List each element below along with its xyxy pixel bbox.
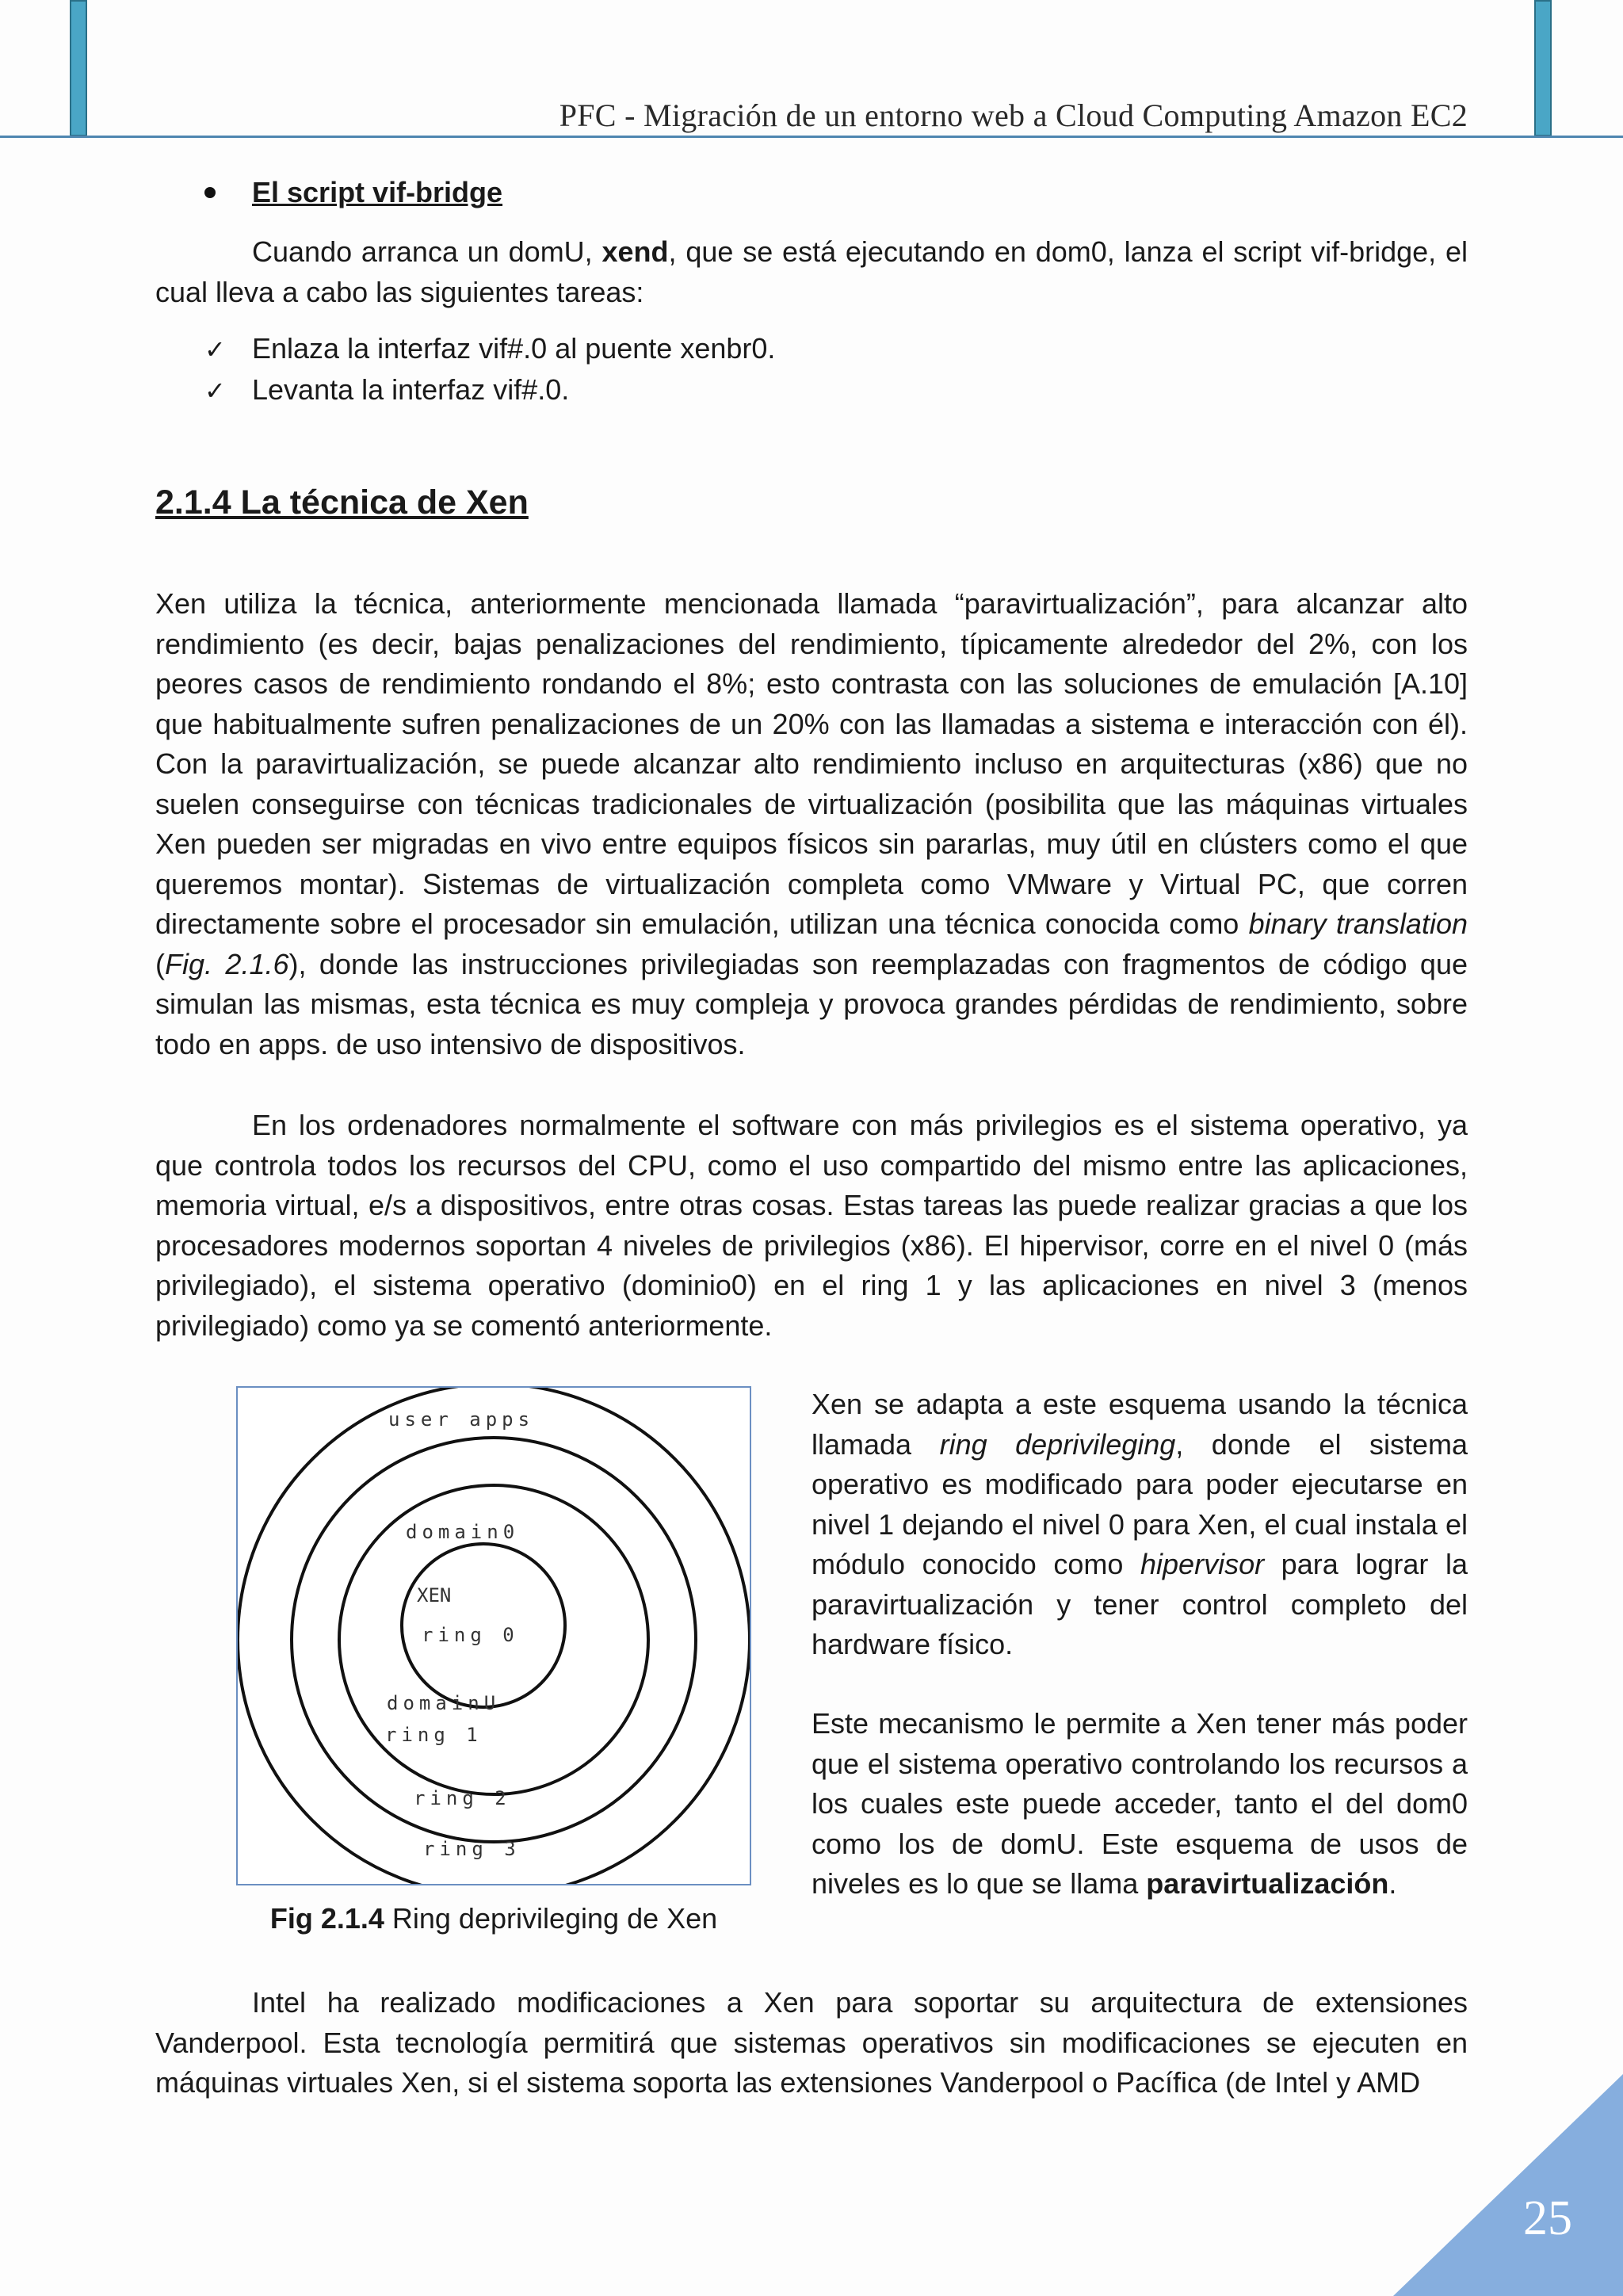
vif-bridge-paragraph (155, 232, 1468, 312)
label-ring3: ring 3 (423, 1838, 521, 1860)
para-italic-ring-deprivileging: ring deprivileging (939, 1427, 1176, 1461)
bullet-heading-text: El script vif-bridge (252, 176, 503, 208)
label-domainU: domainU (387, 1692, 501, 1714)
paragraph-xen-technique (155, 584, 1468, 1064)
label-ring2: ring 2 (414, 1787, 511, 1809)
label-ring1: ring 1 (385, 1724, 483, 1746)
header-right-bar (1534, 0, 1552, 136)
para-text: En los ordenadores normalmente el software con más privilegios es el sistema operativo, ya que controla todos los recursos del CPU, como el uso compartido del mismo entre las aplicaciones, memoria virtual, e/s a dispositivos, entre otras cosas. Estas tareas las puede realizar gracias a que los procesadores modernos soportan 4 niveles de privilegios (x86). El hipervisor, corre en el nivel 0 (más privilegiado), el sistema operativo (dominio0) en el ring 1 y las aplicaciones en nivel 3 (menos privilegiado) como ya se comentó anteriormente. (155, 1109, 1468, 1342)
side-paragraph-mechanism (812, 1704, 1468, 1904)
para-text: Xen utiliza la técnica, anteriormente mencionada llamada “paravirtualización”, para alcanzar alto rendimiento (es decir, bajas penalizaciones del rendimiento, típicamente alrededor del 2%, con los peores casos de rendimiento rondando el 8%; esto contrasta con las soluciones de emulación [A.10] que habitualmente sufren penalizaciones de un 20% con las llamadas a sistema e interacción con él). Con la paravirtualización, se puede alcanzar alto rendimiento incluso en arquitecturas (x86) que no suelen conseguirse con técnicas tradicionales de virtualización (posibilita que las máquinas virtuales Xen pueden ser migradas en vivo entre equipos físicos sin pararlas, muy útil en clústers como el que queremos montar). Sistemas de virtualización completa como VMware y Virtual PC, que corren directamente sobre el procesador sin emulación, utilizan una técnica conocida como (155, 587, 1468, 940)
page-number: 25 (1523, 2191, 1572, 2245)
para-text: ), donde las instrucciones privilegiadas son reemplazadas con fragmentos de código que simulan las mismas, esta técnica es muy compleja y provoca grandes pérdidas de rendimiento, sobre todo en apps. de uso intensivo de dispositivos. (155, 947, 1468, 1060)
para-text: Intel ha realizado modificaciones a Xen para soportar su arquitectura de extensiones Vanderpool. Esta tecnología permitirá que sistemas operativos sin modificaciones se ejecuten en máquinas virtuales Xen, si el sistema soporta las extensiones Vanderpool o Pacífica (de Intel y AMD (155, 1986, 1468, 2099)
page-header-title: PFC - Migración de un entorno web a Cloud Computing Amazon EC2 (559, 97, 1468, 133)
label-domain0: domain0 (406, 1521, 520, 1543)
para-text: Cuando arranca un domU, (252, 235, 602, 268)
figure-caption-text: Ring deprivileging de Xen (384, 1902, 718, 1935)
para-bold-paravirtualizacion: paravirtualización (1146, 1867, 1389, 1900)
check-item (204, 329, 775, 370)
check-item-label: Enlaza la interfaz vif#.0 al puente xenbr0. (252, 332, 776, 365)
para-italic-binary-translation: binary translation (1248, 907, 1468, 940)
figure-reference-link: Fig. 2.1.6 (165, 947, 289, 980)
paragraph-privileges (155, 1106, 1468, 1346)
ring-diagram-figure (236, 1386, 751, 1885)
para-text: ( (155, 947, 165, 980)
checkmark-icon: ✓ (204, 376, 226, 405)
bullet-heading (204, 176, 502, 209)
check-item-label: Levanta la interfaz vif#.0. (252, 372, 570, 406)
para-bold-xend: xend (601, 235, 669, 268)
para-text: Xen se adapta a este esquema usando la técnica llamada (812, 1388, 1468, 1461)
para-text: . (1388, 1867, 1397, 1900)
para-text: , donde el sistema operativo es modificado para poder ejecutarse en nivel 1 dejando el nivel 0 para Xen, el cual instala el módulo conocido como (812, 1427, 1468, 1580)
label-ring0: ring 0 (422, 1624, 519, 1646)
para-text: , que se está ejecutando en dom0, lanza el script vif-bridge, el cual lleva a cabo las siguientes tareas: (155, 235, 1468, 308)
side-paragraph-ring-deprivileging (812, 1385, 1468, 1665)
para-text: para lograr la paravirtualización y tener control completo del hardware físico. (812, 1548, 1468, 1660)
para-italic-hipervisor: hipervisor (1140, 1548, 1265, 1580)
header-divider (0, 136, 1623, 138)
figure-caption-number: Fig 2.1.4 (269, 1902, 384, 1935)
section-heading: 2.1.4 La técnica de Xen (155, 483, 529, 521)
label-user-apps: user apps (388, 1408, 535, 1431)
ring-diagram (238, 1388, 750, 1884)
check-list (204, 329, 775, 411)
header-left-bar (70, 0, 87, 136)
figure-caption (236, 1902, 751, 1935)
checkmark-icon: ✓ (204, 335, 226, 364)
paragraph-intel-vanderpool (155, 1983, 1468, 2103)
check-item (204, 370, 775, 411)
corner-decoration (1393, 2074, 1623, 2296)
para-text: Este mecanismo le permite a Xen tener más poder que el sistema operativo controlando los recursos a los cuales este puede acceder, tanto el del dom0 como los de domU. Este esquema de usos de niveles es lo que se llama (812, 1707, 1468, 1900)
label-xen: XEN (417, 1584, 452, 1606)
